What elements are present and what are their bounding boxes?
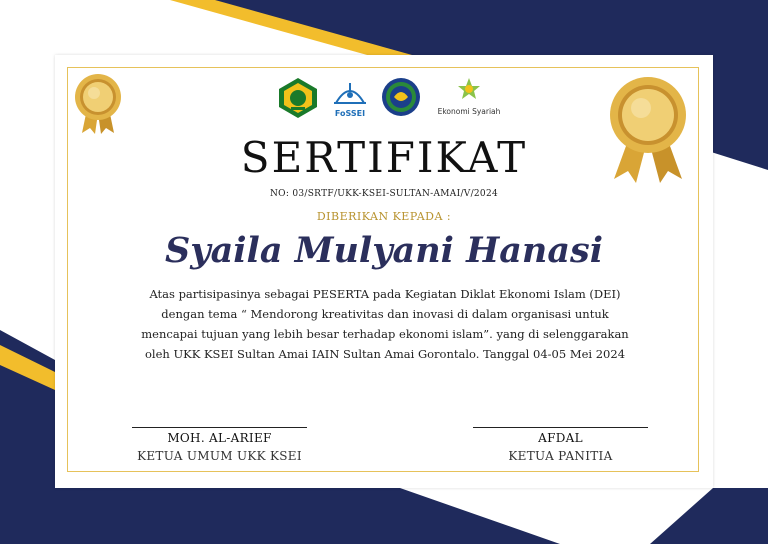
signature-right (473, 427, 648, 463)
signature-line (132, 427, 307, 428)
certificate-card (55, 55, 713, 488)
ksei-logo-icon (381, 77, 421, 117)
signature-line (473, 427, 648, 428)
signer-name: AFDAL (538, 431, 583, 445)
signature-left (132, 427, 307, 463)
given-to-label: DIBERIKAN KEPADA : (316, 210, 452, 223)
kemenag-logo-icon (277, 77, 319, 119)
signer-role: KETUA PANITIA (508, 449, 613, 463)
certificate-title: SERTIFIKAT (240, 133, 528, 182)
fossei-logo-text: FoSSEI (334, 109, 366, 118)
signer-name: MOH. AL-ARIEF (167, 431, 272, 445)
navy-corner-bottom-right (650, 488, 768, 544)
signer-role: KETUA UMUM UKK KSEI (137, 449, 302, 463)
fossei-logo-icon (329, 77, 371, 119)
ekonomi-syariah-logo-icon (431, 77, 507, 119)
logo-row (277, 77, 507, 119)
certificate-body: Atas partisipasinya sebagai PESERTA pada Kegiatan Diklat Ekonomi Islam (DEI) dengan tema “ Mendorong kreativitas dan inovasi di dalam organisasi untuk mencapai tujuan yang lebih besar terhadap ekonomi islam”. yang di selenggarakan oleh UKK KSEI Sultan Amai IAIN Sultan Amai Gorontalo. Tanggal 04-05 Mei 2024 (141, 287, 629, 361)
ekonomi-syariah-logo-text: Ekonomi Syariah (437, 107, 501, 116)
recipient-name: Syaila Mulyani Hanasi (164, 230, 604, 271)
gold-medal-icon (73, 73, 123, 135)
certificate-number: NO: 03/SRTF/UKK-KSEI-SULTAN-AMAI/V/2024 (269, 189, 499, 199)
